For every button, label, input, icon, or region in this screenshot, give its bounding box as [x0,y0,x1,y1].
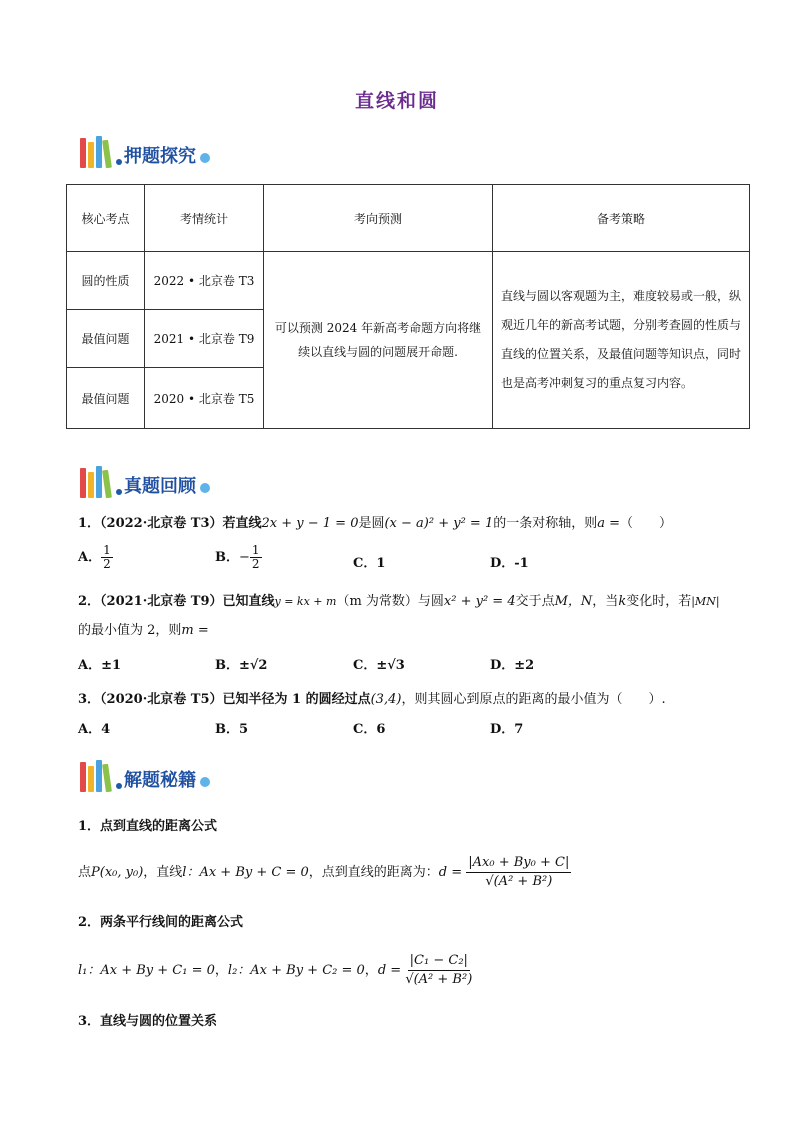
q1-option-c: C．1 [353,556,386,571]
table-cell-strategy: 直线与圆以客观题为主，难度较易或一般，纵观近几年的新高考试题，分别考查圆的性质与直线的位置关系，及最值问题等知识点，同时也是高考冲刺复习的重点复习内容。 [493,252,750,429]
q2-option-c: C．±√3 [353,658,405,673]
table-cell: 最值问题 [67,310,145,368]
tip-2-heading: 2．两条平行线间的距离公式 [78,915,244,930]
q2-option-a: A．±1 [78,658,122,673]
q2-option-d: D．±2 [490,658,535,673]
q3-option-d: D．7 [490,722,524,737]
question-3: 3．（2020·北京卷 T5）已知半径为 1 的圆经过点(3,4)，则其圆心到原点的距离的最小值为（ ）. [78,692,666,707]
table-cell-prediction: 可以预测 2024 年新高考命题方向将继续以直线与圆的问题展开命题. [264,252,493,429]
tip-2-formula: l₁：Ax + By + C₁ = 0，l₂：Ax + By + C₂ = 0，d = $\frac{\text{|C₁ − C₂|}}{\text{√(A² + B²)}}$ [78,953,473,987]
tip-1-formula: 点P(x₀, y₀)，直线l：Ax + By + C = 0，点到直线的距离为：d = $\frac{\text{|Ax₀ + By₀ + C|}}{\text{√(A² + B²)}}$ [78,855,570,889]
question-1: 1．（2022·北京卷 T3）若直线2x + y − 1 = 0是圆(x − a)² + y² = 1的一条对称轴，则a =（ ） [78,516,673,531]
table-header: 备考策略 [493,185,750,252]
q3-option-c: C．6 [353,722,386,737]
table-cell: 2020 • 北京卷 T5 [145,368,264,429]
tip-3-heading: 3．直线与圆的位置关系 [78,1014,218,1029]
q1-option-b: B．− $\frac{1}{2}$ [215,543,260,571]
section-title: 押题探究 [124,146,196,167]
question-2-line-2: 的最小值为 2，则m = [78,623,209,638]
table-header: 考情统计 [145,185,264,252]
table-cell: 2021 • 北京卷 T9 [145,310,264,368]
section-title: 解题秘籍 [124,770,196,791]
table-header: 核心考点 [67,185,145,252]
table-header: 考向预测 [264,185,493,252]
tip-1-heading: 1．点到直线的距离公式 [78,819,218,834]
table-cell: 2022 • 北京卷 T3 [145,252,264,310]
page-title: 直线和圆 [354,90,439,112]
books-icon [80,466,110,498]
q1-option-d: D．-1 [490,556,529,571]
q2-option-b: B．±√2 [215,658,268,673]
q3-option-a: A．4 [78,722,111,737]
question-2: 2．（2021·北京卷 T9）已知直线y = kx + m（m 为常数）与圆x² + y² = 4交于点M，N，当k变化时，若|MN| [78,594,720,609]
exam-analysis-table [66,184,750,429]
table-cell: 最值问题 [67,368,145,429]
section-header-solving-tips [80,758,210,792]
q3-option-b: B．5 [215,722,249,737]
section-title: 真题回顾 [124,476,196,497]
q1-option-a: A． $\frac{1}{2}$ [78,543,111,571]
books-icon [80,136,110,168]
books-icon [80,760,110,792]
section-header-exam-explore [80,134,210,168]
table-cell: 圆的性质 [67,252,145,310]
section-header-past-questions [80,464,210,498]
